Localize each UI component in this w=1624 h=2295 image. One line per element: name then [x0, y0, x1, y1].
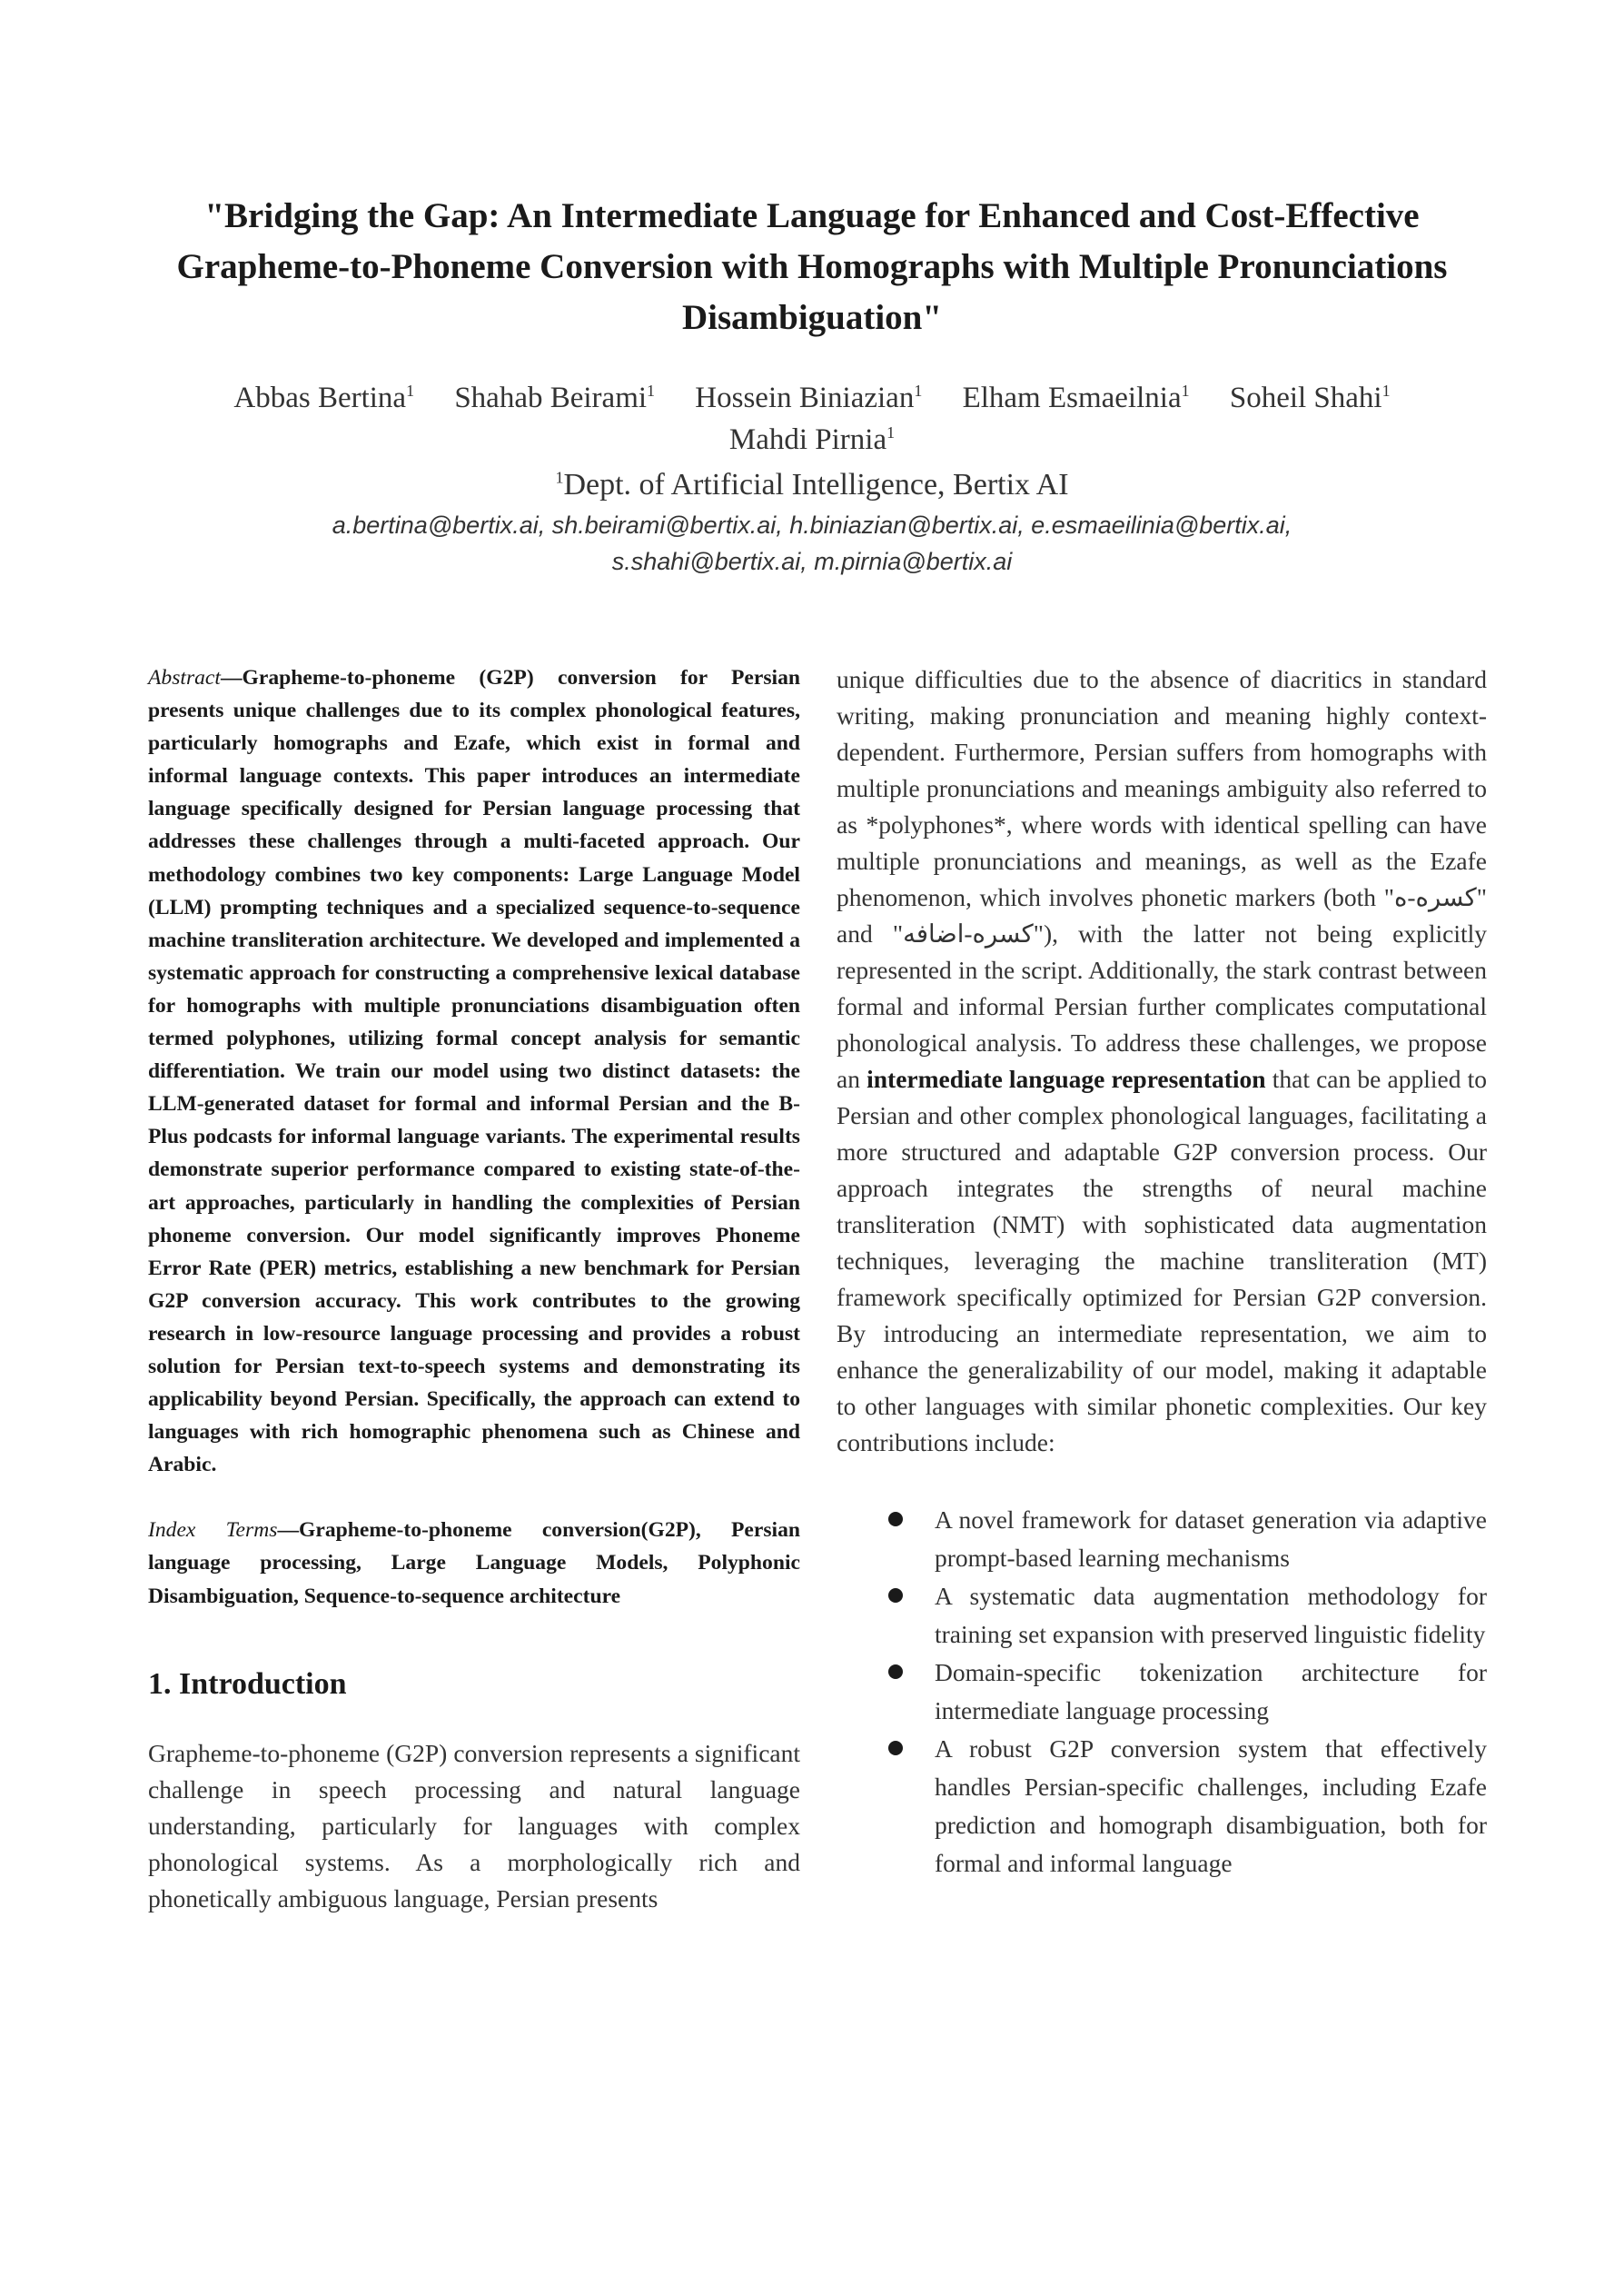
author-list	[145, 377, 1479, 461]
left-column	[148, 661, 800, 1917]
bullet-icon	[888, 1512, 903, 1526]
email-line: a.bertina@bertix.ai, sh.beirami@bertix.ai, h.biniazian@bertix.ai, e.esmaeilinia@bertix.ai,	[332, 512, 1292, 539]
list-item: A systematic data augmentation methodology for training set expansion with preserved linguistic fidelity	[837, 1577, 1487, 1654]
bold-phrase: intermediate language representation	[866, 1065, 1266, 1093]
persian-term: کسره-اضافه	[903, 919, 1034, 948]
author: Soheil Shahi$^1$	[1229, 382, 1391, 414]
bullet-icon	[888, 1741, 903, 1755]
contributions-list	[837, 1501, 1487, 1883]
intro-paragraph-continued: unique difficulties due to the absence of diacritics in standard writing, making pronunciation and meaning highly context-dependent. Furthermore, Persian suffers from homographs with multiple pronunciations and meanings ambiguity also referred to as *polyphones*, where words with identical spelling can have multiple pronunciations and meanings, as well as the Ezafe phenomenon, which involves phonetic markers (both " کسره-ه " and "کسره-اضافه"), with the latter not being explicitly represented in the script. Additionally, the stark contrast between formal and informal Persian further complicates computational phonological analysis. To address these challenges, we propose an intermediate language representation that can be applied to Persian and other complex phonological languages, facilitating a more structured and adaptable G2P conversion process. Our approach integrates the strengths of neural machine transliteration (NMT) with sophisticated data augmentation techniques, leveraging the machine transliteration (MT) framework specifically optimized for Persian G2P conversion. By introducing an intermediate representation, we aim to enhance the generalizability of our model, making it adaptable to other languages with similar phonetic complexities. Our key contributions include:	[837, 665, 1487, 1456]
list-item: A robust G2P conversion system that effectively handles Persian-specific challenges, including Ezafe prediction and homograph disambiguation, both for formal and informal language	[837, 1730, 1487, 1883]
list-item: Domain-specific tokenization architecture for intermediate language processing	[837, 1654, 1487, 1730]
bullet-icon	[888, 1664, 903, 1679]
abstract	[148, 661, 800, 1481]
bullet-icon	[888, 1588, 903, 1603]
author-emails	[236, 507, 1388, 580]
author: Shahab Beirami$^1$	[454, 382, 656, 414]
affiliation: $^1$Dept. of Artificial Intelligence, Bertix AI	[555, 468, 1069, 502]
abstract-text: —Grapheme-to-phoneme (G2P) conversion for Persian presents unique challenges due to its complex phonological features, particularly homographs and Ezafe, which exist in formal and informal language contexts. This paper introduces an intermediate language specifically designed for Persian language processing that addresses these challenges through a multi-faceted approach. Our methodology combines two key components: Large Language Model (LLM) prompting techniques and a specialized sequence-to-sequence machine transliteration architecture. We developed and implemented a systematic approach for constructing a comprehensive lexical database for homographs with multiple pronunciations disambiguation often termed polyphones, utilizing formal concept analysis for semantic differentiation. We train our model using two distinct datasets: the LLM-generated dataset for formal and informal Persian and the B-Plus podcasts for informal language variants. The experimental results demonstrate superior performance compared to existing state-of-the-art approaches, particularly in handling the complexities of Persian phoneme conversion. Our model significantly improves Phoneme Error Rate (PER) metrics, establishing a new benchmark for Persian G2P conversion accuracy. This work contributes to the growing research in low-resource language processing and provides a robust solution for Persian text-to-speech systems and demonstrating its applicability beyond Persian. Specifically, the approach can extend to languages with rich homographic phenomena such as Chinese and Arabic.	[148, 666, 800, 1477]
index-terms-text: —Grapheme-to-phoneme conversion(G2P), Persian language processing, Large Language Models, Polyphonic Disambiguation, Sequence-to-sequence architecture	[148, 1518, 801, 1608]
email-line: s.shahi@bertix.ai, m.pirnia@bertix.ai	[611, 548, 1013, 575]
list-item: A novel framework for dataset generation via adaptive prompt-based learning mechanisms	[837, 1501, 1487, 1577]
abstract-label: Abstract	[148, 666, 221, 690]
author: Elham Esmaeilnia$^1$	[962, 382, 1190, 414]
right-column	[837, 661, 1487, 1883]
index-terms	[148, 1514, 800, 1612]
index-terms-label: Index Terms	[148, 1518, 278, 1543]
author: Abbas Bertina$^1$	[233, 382, 415, 414]
paper-title: "Bridging the Gap: An Intermediate Language for Enhanced and Cost-Effective Grapheme-to-Phoneme Conversion with Homographs with Multiple Pronunciations Disambiguation"	[176, 196, 1448, 337]
author: Mahdi Pirnia$^1$	[728, 423, 896, 456]
section-heading-introduction: 1. Introduction	[148, 1666, 347, 1701]
intro-paragraph: Grapheme-to-phoneme (G2P) conversion represents a significant challenge in speech processing and natural language understanding, particularly for languages with complex phonological systems. As a morphologically rich and phonetically ambiguous language, Persian presents	[148, 1738, 800, 1912]
persian-term: کسره-ه	[1393, 883, 1477, 911]
author: Hossein Biniazian$^1$	[695, 382, 923, 414]
